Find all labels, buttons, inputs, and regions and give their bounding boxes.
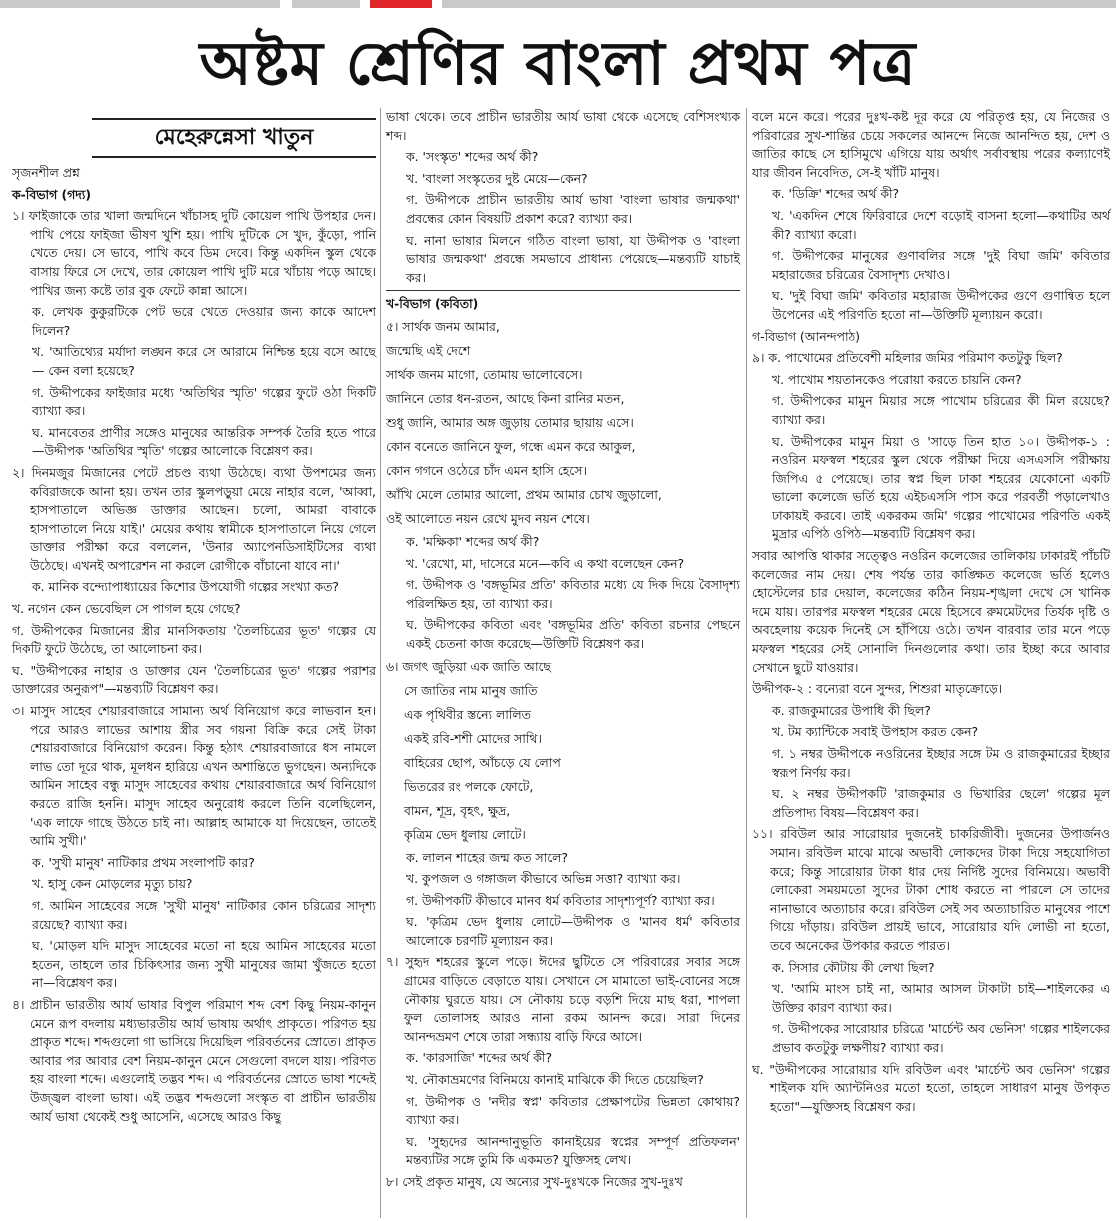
- text-block: সে জাতির নাম মানুষ জাতি: [404, 682, 538, 698]
- top-bar-segment: [292, 0, 360, 8]
- text-block: এক পৃথিবীর স্তন্যে লালিত: [404, 706, 531, 722]
- text-block: গ. উদ্দীপকের মানুষের গুণাবলির সঙ্গে 'দুই বিঘা জমি' কবিতার মহারাজের চরিত্রের বৈসাদৃশ্য দেখাও।: [772, 248, 1110, 282]
- text-block: একই রবি-শশী মোদের সাথি।: [404, 730, 542, 746]
- text-block: খ. নগেন কেন ভেবেছিল সে পাগল হয়ে গেছে?: [12, 601, 241, 617]
- text-block: ৭। সুহৃদ শহরের স্কুলে পড়ে। ঈদের ছুটিতে সে পরিবারের সবার সঙ্গে গ্রামের বাড়িতে বেড়াতে যায়। সেখানে সে মামাতো ভাই-বোনের সঙ্গে নৌকায় ঘুরতে যায়। সে নৌকায় চড়ে বড়শি দিয়ে মাছ ধরা, শাপলা ফুল তোলাসহ আরও নানা রকম আনন্দ করে। সারা দিনের আনন্দভ্রমণ শেষে তারা সন্ধ্যায় বাড়ি ফিরে আসে।: [386, 954, 740, 1044]
- text-block: খ. 'আতিথ্যের মর্যাদা লঙ্ঘন করে সে আরামে নিশ্চিন্ত হয়ে বসে আছে— কেন বলা হয়েছে?: [32, 344, 376, 378]
- text-block: ক. লেখক কুকুরটিকে পেট ভরে খেতে দেওয়ার জন্য কাকে আদেশ দিলেন?: [32, 304, 376, 338]
- column-divider: [380, 108, 381, 1218]
- text-block: ৪। প্রাচীন ভারতীয় আর্য ভাষার বিপুল পরিমাণ শব্দ বেশ কিছু নিয়ম-কানুন মেনে রূপ বদলায় মধ্যভারতীয় আর্য ভাষায় অর্থাৎ প্রাকৃতে। পরিণত হয় প্রাকৃত শব্দে। শব্দগুলো গা ভাসিয়ে দিয়েছিল পরিবর্তনের স্রোতে। প্রাকৃত আবার পর আবার বেশ নিয়ম-কানুন মেনে সেগুলো বদলে যায়। পরিণত হয় বাংলা শব্দে। এগুলোই তদ্ভব শব্দ। এ পরিবর্তনের স্রোতে ভাষা শব্দেই উজ্জ্বল বাংলা ভাষা। এই তদ্ভব শব্দগুলো সংস্কৃত বা প্রাচীন ভারতীয় আর্য ভাষা থেকেই শুধু আসেনি, এসেছে আরও কিছু: [12, 996, 376, 1124]
- top-bar-accent: [370, 0, 432, 8]
- text-block: ঘ. 'মোড়ল যদি মাসুদ সাহেবের মতো না হয়ে আমিন সাহেবের মতো হতেন, তাহলে তার চিকিৎসার জন্য সুখী মানুষের জামা খুঁজতে হতো না—বিশ্লেষণ কর।: [32, 938, 376, 991]
- text-block: বামন, শূদ্র, বৃহৎ, ক্ষুদ্র,: [404, 802, 511, 818]
- text-block: ক. 'সুখী মানুষ' নাটিকার প্রথম সংলাপটি কার?: [32, 854, 255, 870]
- text-block: ১১। রবিউল আর সারোয়ার দুজনেই চাকরিজীবী। দুজনের উপার্জনও সমান। রবিউল মাঝে মাঝে অভাবী লোকদের টাকা দিয়ে সহযোগিতা করে; কিন্তু সারোয়ার টাকা ধার দেয় নির্দিষ্ট সুদের বিনিময়ে। অভাবী লোকেরা সময়মতো সুদের টাকা শোধ করতে না পারলে সে তাদের নানাভাবে অত্যাচার করে। রবিউল সেই সব অত্যাচারিত মানুষের পাশে গিয়ে দাঁড়ায়। রবিউল প্রায়ই ভাবে, সারোয়ার যদি লোভী না হতো, তবে অনেকের উপকার করতে পারত।: [752, 826, 1110, 953]
- column-divider: [746, 108, 747, 1218]
- text-block: ৫। সার্থক জনম আমার,: [386, 318, 500, 334]
- text-block: ক. 'মক্ষিকা' শব্দের অর্থ কী?: [406, 533, 540, 549]
- text-block: কৃত্রিম ভেদ ধুলায় লোটে।: [404, 826, 526, 842]
- text-block: জানিনে তোর ধন-রতন, আছে কিনা রানির মতন,: [386, 390, 625, 406]
- text-block: শুধু জানি, আমার অঙ্গ জুড়ায় তোমার ছায়ায় এসে।: [386, 414, 634, 430]
- text-block: ঘ. 'দুই বিঘা জমি' কবিতার মহারাজ উদ্দীপকের গুণে গুণান্বিত হলে উপেনের এই পরিণতি হতো না—উক্তিটি মূল্যায়ন করো।: [772, 288, 1110, 322]
- text-block: ঘ. মানবেতর প্রাণীর সঙ্গেও মানুষের আন্তরিক সম্পর্ক তৈরি হতে পারে—উদ্দীপক 'অতিথির স্মৃতি' গল্পের আলোকে বিশ্লেষণ কর।: [32, 424, 376, 459]
- text-block: ভিতরের রং পলকে ফোটে,: [404, 778, 534, 794]
- text-block: গ-বিভাগ (আনন্দপাঠ): [752, 328, 861, 344]
- text-block: সৃজনশীল প্রশ্ন: [12, 165, 80, 180]
- text-block: ৩। মাসুদ সাহেব শেয়ারবাজারে সামান্য অর্থ বিনিয়োগ করে লাভবান হন। পরে আরও লাভের আশায় স্ত্রীর সব গয়না বিক্রি করে সেই টাকা শেয়ারবাজারে বিনিয়োগ করেন। কিন্তু হঠাৎ শেয়ারবাজারে ধস নামলে লাভ তো দূরে থাক, মূলধন হারিয়ে এখন অশান্তিতে ভুগছেন। অন্যদিকে আমিন সাহেব বন্ধু মাসুদ সাহেবের কথায় শেয়ারবাজারে অর্থ বিনিয়োগ করতে রাজি হননি। মাসুদ সাহেব অনুরোধ করলে তিনি বলেছিলেন, 'এক লাফে গাছে উঠতে চাই না। আল্লাহ আমাকে যা দিয়েছেন, তাতেই আমি সুখী।': [12, 703, 376, 849]
- text-block: ক. সিসার কৌটায় কী লেখা ছিল?: [772, 959, 935, 975]
- section-heading: খ-বিভাগ (কবিতা): [386, 296, 479, 312]
- text-block: ঘ. "উদ্দীপকের সারোয়ার যদি রবিউল এবং 'মার্চেন্ট অব ভেনিস' গল্পের শাইলক যদি অ্যান্টনিওর মতো হতো, তাহলে সাধারণ মানুষ উপকৃত হতো"—যুক্তিসহ বিশ্লেষণ কর।: [752, 1061, 1110, 1114]
- text-block: গ. উদ্দীপকের ফাইজার মধ্যে 'অতিথির স্মৃতি' গল্পের ফুটে ওঠা দিকটি ব্যাখ্যা কর।: [32, 384, 376, 419]
- text-block: গ. ১ নম্বর উদ্দীপকে নওরিনের ইচ্ছার সঙ্গে টম ও রাজকুমারের ইচ্ছার স্বরূপ নির্ণয় কর।: [772, 746, 1110, 780]
- author-name: মেহেরুন্নেসা খাতুন: [92, 118, 376, 158]
- text-block: গ. উদ্দীপকটি কীভাবে মানব ধর্ম কবিতার সাদৃশ্যপূর্ণ? ব্যাখ্যা কর।: [406, 892, 715, 908]
- text-block: খ. 'আমি মাংস চাই না, আমার আসল টাকাটা চাই—শাইলকের এ উক্তির কারণ ব্যাখ্যা কর।: [772, 981, 1110, 1015]
- text-block: আঁখি মেলে তোমার আলো, প্রথম আমার চোখ জুড়ালো,: [386, 486, 662, 502]
- text-block: ক. মানিক বন্দ্যোপাধ্যায়ের কিশোর উপযোগী গল্পের সংখ্যা কত?: [32, 579, 340, 595]
- column-1-body: [12, 164, 376, 1126]
- text-block: বাহিরের ছোপ, আঁচড়ে যে লোপ: [404, 754, 561, 770]
- text-block: গ. উদ্দীপকের মামুন মিয়ার সঙ্গে পাখোম চরিত্রের কী মিল রয়েছে? ব্যাখ্যা কর।: [772, 393, 1110, 427]
- section-heading: ক-বিভাগ (গদ্য): [12, 186, 92, 202]
- text-block: ক. 'কারসাজি' শব্দের অর্থ কী?: [406, 1050, 553, 1066]
- text-block: খ. কুপজল ও গঙ্গাজল কীভাবে অভিন্ন সত্তা? ব্যাখ্যা কর।: [406, 871, 681, 887]
- top-bar-segment: [0, 0, 280, 8]
- column-2: [386, 108, 740, 1195]
- text-block: ঘ. নানা ভাষার মিলনে গঠিত বাংলা ভাষা, যা উদ্দীপক ও 'বাংলা ভাষার জন্মকথা' প্রবন্ধে সমভাবে প্রাধান্য পেয়েছে—মন্তব্যটি যাচাই কর।: [406, 232, 740, 285]
- text-block: ক. রাজকুমারের উপাধি কী ছিল?: [772, 702, 931, 718]
- text-block: কোন গগনে ওঠেরে চাঁদ এমন হাসি হেসে।: [386, 462, 587, 478]
- text-block: খ. পাখোম শয়তানকেও পরোয়া করতে চায়নি কেন?: [772, 371, 1022, 387]
- text-block: ওই আলোতে নয়ন রেখে মুদব নয়ন শেষে।: [386, 510, 590, 526]
- text-block: ঘ. 'কৃত্রিম ভেদ ধুলায় লোটে—উদ্দীপক ও 'মানব ধর্ম' কবিতার আলোকে চরণটি মূল্যায়ন কর।: [406, 914, 740, 948]
- text-block: সার্থক জনম মাগো, তোমায় ভালোবেসে।: [386, 366, 583, 382]
- text-block: ঘ. 'সুহৃদের আনন্দানুভূতি কানাইয়ের স্বপ্নের সম্পূর্ণ প্রতিফলন' মন্তব্যটির সঙ্গে তুমি কি একমত? যুক্তিসহ লেখ।: [406, 1133, 740, 1168]
- text-block: খ. 'বাংলা সংস্কৃতের দুষ্ট মেয়ে—কেন?: [406, 170, 588, 186]
- text-block: ঘ. "উদ্দীপকের নাহার ও ডাক্তার যেন 'তৈলচিত্রের ভূত' গল্পের পরাশর ডাক্তারের অনুরূপ"—মন্তব্যটি বিশ্লেষণ কর।: [12, 662, 376, 697]
- page-title: অষ্টম শ্রেণির বাংলা প্রথম পত্র: [199, 29, 917, 99]
- section-rule: [386, 290, 740, 291]
- column-1: [12, 118, 376, 1129]
- text-block: ঘ. ২ নম্বর উদ্দীপকটি 'রাজকুমার ও ভিখারির ছেলে' গল্পের মূল প্রতিপাদ্য বিষয়—বিশ্লেষণ কর।: [772, 786, 1110, 820]
- text-block: কোন বনেতে জানিনে ফুল, গন্ধে এমন করে আকুল,: [386, 438, 636, 454]
- text-block: সবার আপত্তি থাকার সত্ত্বেও নওরিন কলেজের তালিকায় ঢাকারই পাঁচটি কলেজের নাম দেয়। শেষ পর্যন্ত তার কাঙ্ক্ষিত কলেজে ভর্তি হলেও হোস্টেলের চার দেয়াল, কলেজের কঠিন নিয়ম-শৃঙ্খলা দেখে সে খানিক দমে যায়। তারপর মফস্বল শহরের মেয়ে হিসেবে রুমমেটদের তির্যক দৃষ্টি ও অবহেলায় কয়েক দিনেই সে হাঁপিয়ে ওঠে। তখন বারবার তার মনে পড়ে মফস্বল শহরের সেই সোনালি দিনগুলোর কথা। তার ইচ্ছা করে আবার সেখানে ছুটে যাওয়ার।: [752, 548, 1110, 675]
- text-block: গ. উদ্দীপক ও 'বঙ্গভূমির প্রতি' কবিতার মধ্যে যে দিক দিয়ে বৈসাদৃশ্য পরিলক্ষিত হয়, তা ব্যাখ্যা কর।: [406, 577, 740, 611]
- text-block: খ. হাসু কেন মোড়লের মৃত্যু চায়?: [32, 876, 193, 892]
- text-block: ১। ফাইজাকে তার খালা জন্মদিনে খাঁচাসহ দুটি কোয়েল পাখি উপহার দেন। পাখি পেয়ে ফাইজা ভীষণ খুশি হয়। পাখি দুটিকে সে খুদ, কুঁড়ো, পানি খেতে দেয়। সে ভাবে, পাখি কবে ডিম দেবে। কিন্তু একদিন স্কুল থেকে বাসায় ফিরে সে দেখে, তার কোয়েল পাখি দুটি মরে খাঁচায় পড়ে আছে। পাখির জন্য কষ্টে তার বুক ফেটে কান্না আসে।: [12, 208, 376, 298]
- text-block: খ. নৌকাভ্রমণের বিনিময়ে কানাই মাঝিকে কী দিতে চেয়েছিল?: [406, 1072, 704, 1088]
- text-block: খ. 'একদিন শেষে ফিরিবারে দেশে বড়োই বাসনা হলো—কথাটির অর্থ কী? ব্যাখ্যা করো।: [772, 207, 1110, 242]
- text-block: গ. উদ্দীপকের সারোয়ার চরিত্রে 'মার্চেন্ট অব ভেনিস' গল্পের শাইলকের প্রভাব কতটুকু লক্ষণীয়? ব্যাখ্যা কর।: [772, 1021, 1110, 1055]
- text-block: জন্মেছি এই দেশে: [386, 342, 471, 358]
- text-block: ক. 'সংস্কৃত' শব্দের অর্থ কী?: [406, 149, 539, 165]
- text-block: ২। দিনমজুর মিজানের পেটে প্রচণ্ড ব্যথা উঠেছে। ব্যথা উপশমের জন্য কবিরাজকে আনা হয়। তখন তার স্কুলপড়ুয়া মেয়ে নাহার বলে, 'আব্বা, হাসপাতালে অভিজ্ঞ ডাক্তার আছেন। চলো, আমরা বাবাকে হাসপাতালে নিয়ে যাই।' মেয়ের কথায় স্বামীকে হাসপাতালে নিয়ে গেলে ডাক্তার পরীক্ষা করে বললেন, 'উনার অ্যাপেনডিসাইটিসের ব্যথা উঠেছে। এখনই অপারেশন না করলে রোগীকে বাঁচানো যাবে না।': [12, 464, 376, 573]
- text-block: গ. আমিন সাহেবের সঙ্গে 'সুখী মানুষ' নাটিকার কোন চরিত্রের সাদৃশ্য রয়েছে? ব্যাখ্যা কর।: [32, 897, 376, 932]
- top-bar-segment: [442, 0, 1116, 8]
- column-3: [752, 108, 1110, 1119]
- text-block: উদ্দীপক-২ : বন্যেরা বনে সুন্দর, শিশুরা মাতৃক্রোড়ে।: [752, 681, 1003, 697]
- text-block: ক. লালন শাহের জন্ম কত সালে?: [406, 849, 568, 865]
- text-block: ঘ. উদ্দীপকের কবিতা এবং 'বঙ্গভূমির প্রতি' কবিতা রচনার পেছনে একই চেতনা কাজ করেছে—উক্তিটি বিশ্লেষণ কর।: [406, 617, 740, 651]
- text-block: ক. 'ডিক্রি' শব্দের অর্থ কী?: [772, 186, 900, 202]
- text-block: ভাষা থেকে। তবে প্রাচীন ভারতীয় আর্য ভাষা থেকে এসেছে বেশিসংখ্যক শব্দ।: [386, 109, 740, 143]
- text-block: গ. উদ্দীপকের মিজানের স্ত্রীর মানসিকতায় 'তৈলচিত্রের ভূত' গল্পের যে দিকটি ফুটে উঠেছে, তা আলোচনা কর।: [12, 622, 376, 657]
- text-block: গ. উদ্দীপক ও 'নদীর স্বপ্ন' কবিতার প্রেক্ষাপটের ভিন্নতা কোথায়? ব্যাখ্যা কর।: [406, 1093, 740, 1128]
- text-block: ৬। জগৎ জুড়িয়া এক জাতি আছে: [386, 658, 551, 674]
- text-block: ৯। ক. পাখোমের প্রতিবেশী মহিলার জমির পরিমাণ কতটুকু ছিল?: [752, 350, 1063, 366]
- text-block: ঘ. উদ্দীপকের মামুন মিয়া ও 'সাড়ে তিন হাত ১০। উদ্দীপক-১ : নওরিন মফস্বল শহরের স্কুল থেকে পরীক্ষা দিয়ে এসএসসি পরীক্ষায় জিপিএ ৫ পেয়েছে। তার স্বপ্ন ছিল ঢাকা শহরের যেকোনো একটি ভালো কলেজে ভর্তি হয়ে এইচএসসি পাস করে পরবর্তী পড়ালেখাও ঢাকায়ই করবে। তাই একরকম জমি' গল্পের পাখোমের পরিণতি একই মুদ্রার এপিঠ ওপিঠ—মন্তব্যটি বিশ্লেষণ কর।: [772, 433, 1110, 542]
- text-block: খ. 'রেখো, মা, দাসেরে মনে—কবি এ কথা বলেছেন কেন?: [406, 555, 685, 571]
- text-block: গ. উদ্দীপকে প্রাচীন ভারতীয় আর্য ভাষা 'বাংলা ভাষার জন্মকথা' প্রবন্ধের কোন বিষয়টি প্রকাশ করে? ব্যাখ্যা কর।: [406, 192, 740, 226]
- text-block: বলে মনে করে। পরের দুঃখ-কষ্ট দূর করে যে পরিতৃপ্ত হয়, যে নিজের ও পরিবারের সুখ-শান্তির চেয়ে সকলের আনন্দে নিজে আনন্দিত হয়, দেশ ও জাতির কাছে সে হাসিমুখে এগিয়ে যায় অর্থাৎ সর্বাবস্থায় পরের কল্যাণেই যার জীবন নিবেদিত, সে-ই খাঁটি মানুষ।: [752, 109, 1110, 180]
- text-block: ৮। সেই প্রকৃত মানুষ, যে অন্যের সুখ-দুঃখকে নিজের সুখ-দুঃখ: [386, 1174, 683, 1189]
- text-block: খ. টম ক্যান্টিকে সবাই উপহাস করত কেন?: [772, 724, 979, 740]
